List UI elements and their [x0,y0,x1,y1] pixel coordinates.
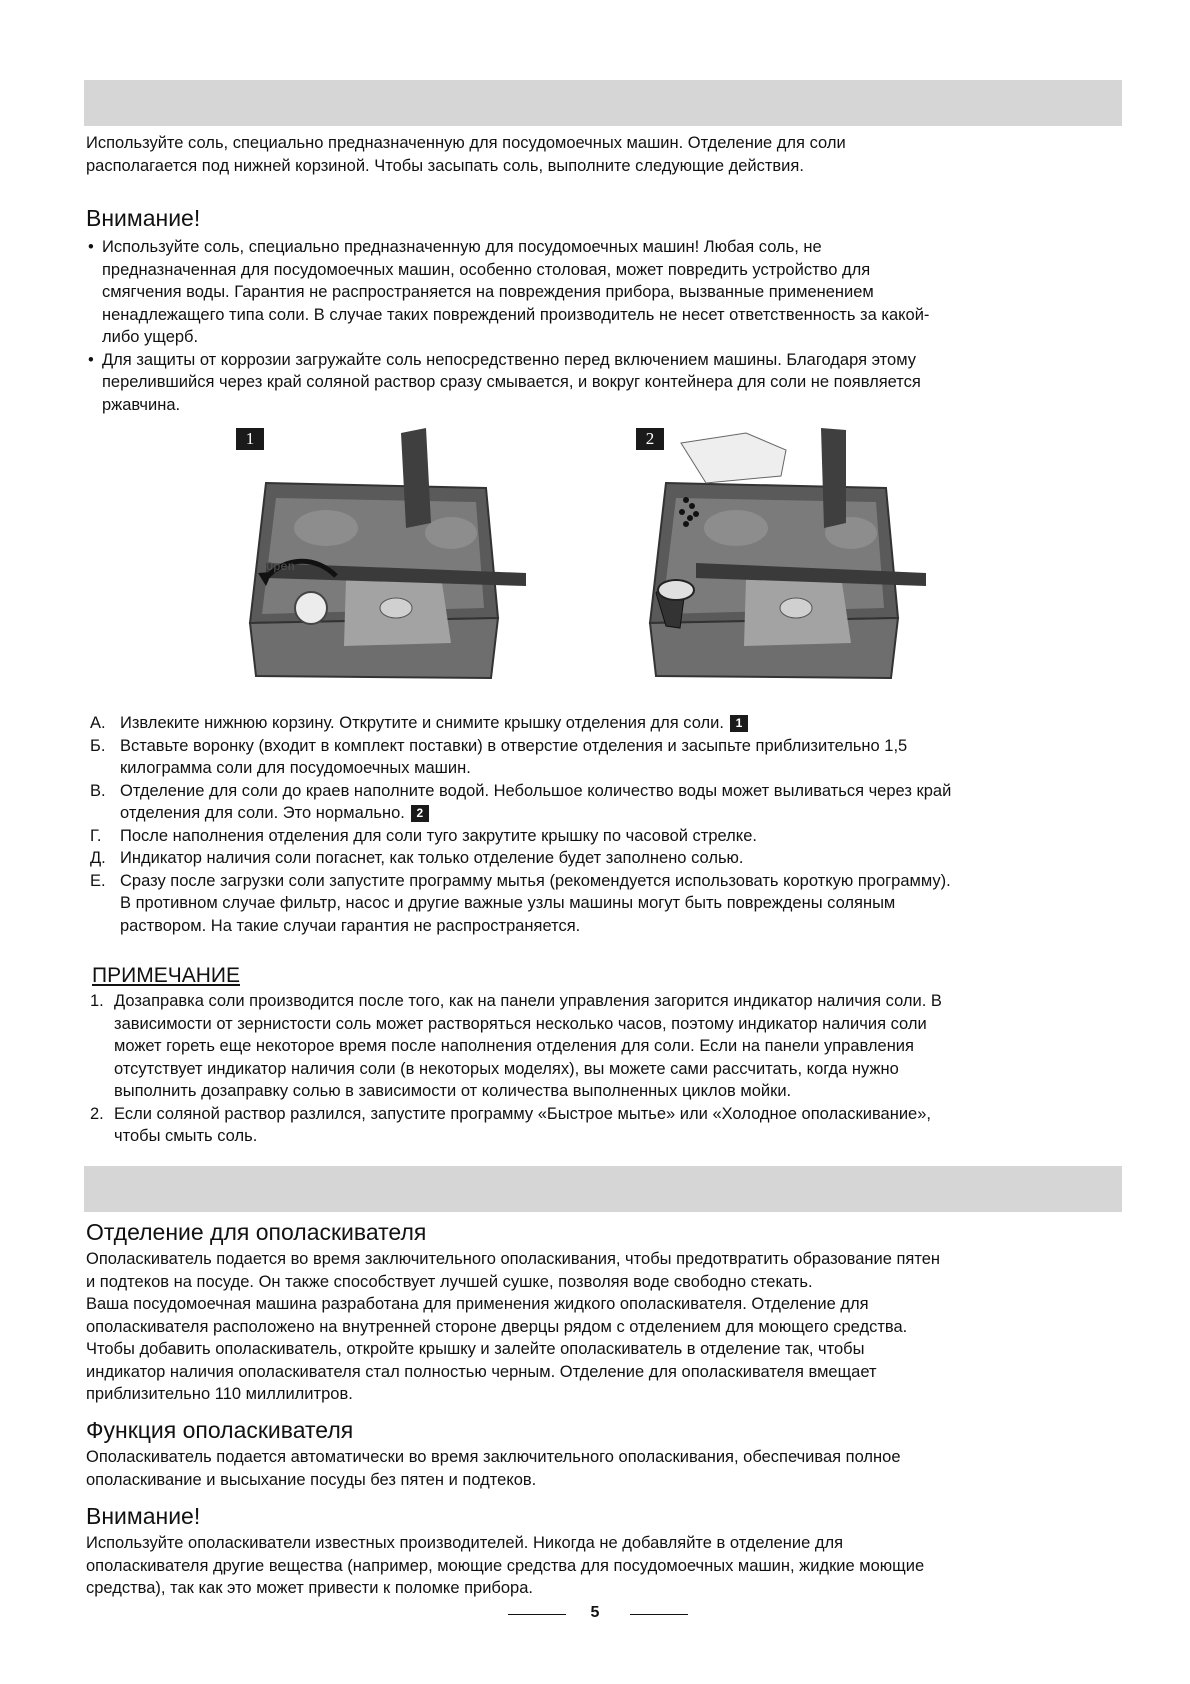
step-text: Вставьте воронку (входит в комплект поставки) в отверстие отделения и засыпьте приблизительно 1,5 килограмма соли для посудомоечных машин. [120,736,908,777]
step-mark: В. [90,781,106,800]
note-mark: 1. [90,992,104,1010]
step-item [90,780,1135,825]
step-badge: 1 [730,715,748,732]
warning2-title: Внимание! [86,1503,201,1529]
step-item [90,735,1135,780]
rinse-text: Ополаскиватель подается во время заключительного ополаскивания, чтобы предотвратить образование пятен и подтеков на посуде. Он также способствует лучшей сушке, позволяя воде свободно стекать. Ваша посудомоечная машина разработана для применения жидкого ополаскивателя. Отделение для ополаскивателя расположено на внутренней стороне дверцы рядом с отделением для моющего средства. Чтобы добавить ополаскиватель, откройте крышку и залейте ополаскиватель в отделение так, чтобы индикатор наличия ополаскивателя стал полностью черным. Отделение для ополаскивателя вмещает приблизительно 110 миллилитров. [86,1250,941,1403]
step-text: Извлеките нижнюю корзину. Открутите и снимите крышку отделения для соли. [120,714,724,732]
intro-text: Используйте соль, специально предназначенную для посудомоечных машин. Отделение для соли располагается под нижней корзиной. Чтобы засыпать соль, выполните следующие действия. [86,134,846,175]
step-item [90,825,1135,848]
function-text: Ополаскиватель подается автоматически во время заключительного ополаскивания, обеспечивая полное ополаскивание и высыхание посуды без пятен и подтеков. [86,1448,901,1489]
figure-label-2: 2 [636,428,664,450]
note-item [90,1103,1135,1148]
step-item [90,847,1135,870]
section-header-bar-salt [84,80,1122,126]
page-number: 5 [590,1604,600,1621]
step-mark: Б. [90,736,106,755]
salt-steps [90,712,1135,937]
note-mark: 2. [90,1104,104,1123]
figure-open-cap [236,428,536,688]
step-badge: 2 [411,805,429,822]
figure-label-1: 1 [236,428,264,450]
warning-bullets [86,236,1131,416]
step-mark: Д. [90,849,106,867]
section-header-bar-rinse [84,1166,1122,1212]
step-text: После наполнения отделения для соли туго закрутите крышку по часовой стрелке. [120,826,757,845]
note-item [90,990,1135,1103]
dishwasher-tub-illustration-1 [236,428,536,688]
step-mark: Г. [90,826,102,845]
warning-bullet: • Для защиты от коррозии загружайте соль непосредственно перед включением машины. Благодаря этому перелившийся через край соляной раствор сразу смывается, и вокруг контейнера для соли не появляется ржавчина. [86,349,1131,417]
figure-fill-salt [636,428,936,688]
step-mark: Е. [90,871,106,890]
step-item [90,870,1135,938]
note-text: Дозаправка соли производится после того, как на панели управления загорится индикатор наличия соли. В зависимости от зернистости соль может растворяться несколько часов, поэтому индикатор наличия соли может гореть еще некоторое время после наполнения отделения для соли. Если на панели управления отсутствует индикатор наличия соли (в некоторых моделях), вы можете сами рассчитать, когда нужно выполнить дозаправку солью в зависимости от количества выполненных циклов мойки. [114,992,942,1100]
note-text: Если соляной раствор разлился, запустите программу «Быстрое мытье» или «Холодное ополаскивание», чтобы смыть соль. [114,1104,931,1145]
note-list [90,990,1135,1148]
page-footer [0,1604,1190,1624]
footer-line-right [630,1614,688,1615]
open-label: Open [266,560,295,574]
step-text: Индикатор наличия соли погаснет, как только отделение будет заполнено солью. [120,849,744,867]
dishwasher-tub-illustration-2 [636,428,936,688]
footer-line-left [508,1614,566,1615]
step-text: Отделение для соли до краев наполните водой. Небольшое количество воды может выливаться через край отделения для соли. Это нормально. [120,781,952,822]
step-item [90,712,1135,735]
rinse-title: Отделение для ополаскивателя [86,1219,427,1245]
function-title: Функция ополаскивателя [86,1417,354,1443]
warning-title: Внимание! [86,205,201,231]
warning-bullet: • Используйте соль, специально предназначенную для посудомоечных машин! Любая соль, не предназначенная для посудомоечных машин, особенно столовая, может повредить устройство для смягчения воды. Гарантия не распространяется на повреждения прибора, вызванные применением ненадлежащего типа соли. В случае таких повреждений производитель не несет ответственность за какой- либо ущерб. [86,236,1131,349]
warning2-text: Используйте ополаскиватели известных производителей. Никогда не добавляйте в отделение для ополаскивателя другие вещества (например, моющие средства для посудомоечных машин, жидкие моющие средства), так как это может привести к поломке прибора. [86,1534,925,1597]
note-title: ПРИМЕЧАНИЕ [92,964,240,987]
step-text: Сразу после загрузки соли запустите программу мытья (рекомендуется использовать короткую программу). В противном случае фильтр, насос и другие важные узлы машины могут быть повреждены соляным раствором. На такие случаи гарантия не распространяется. [120,871,951,935]
step-mark: А. [90,714,106,732]
